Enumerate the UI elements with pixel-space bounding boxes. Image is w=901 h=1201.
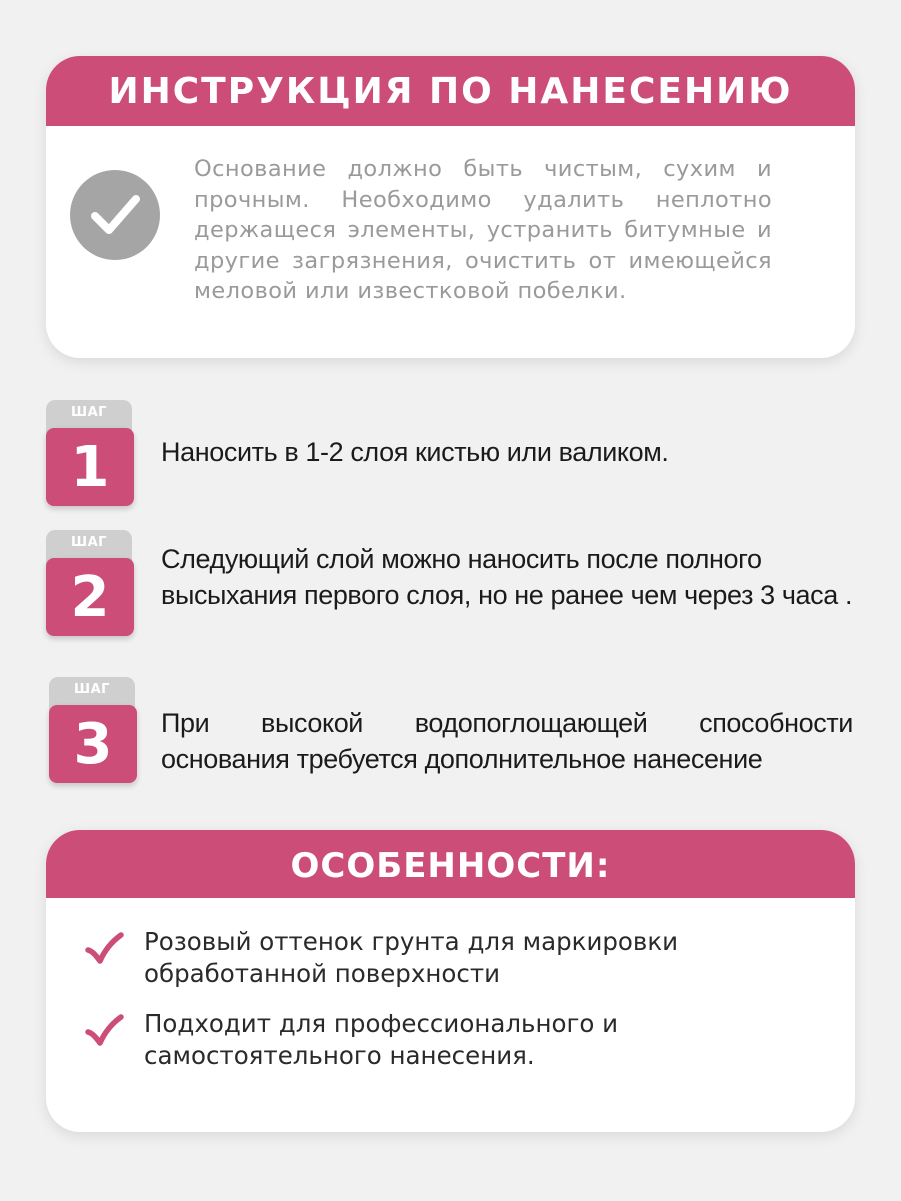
step-badge	[46, 400, 134, 506]
instruction-card-title: ИНСТРУКЦИЯ ПО НАНЕСЕНИЮ	[46, 56, 855, 126]
checkmark-icon	[84, 1014, 124, 1053]
step-text: Следующий слой можно наносить после полного высыхания первого слоя, но не ранее чем через 3 часа .	[161, 544, 853, 610]
step-tab-label: ШАГ	[49, 677, 135, 713]
check-circle-icon	[70, 170, 160, 260]
step-badge	[49, 677, 137, 783]
feature-text: Розовый оттенок грунта для маркировки обработанной поверхности	[144, 927, 679, 988]
step-tab-label: ШАГ	[46, 400, 132, 436]
step-badge	[46, 530, 134, 636]
feature-text: Подходит для профессионального и самостоятельного нанесения.	[144, 1009, 619, 1070]
instruction-text: Основание должно быть чистым, сухим и прочным. Необходимо удалить неплотно держащеся элементы, устранить битумные и другие загрязнения, очистить от имеющейся меловой или известковой побелки.	[194, 156, 772, 304]
checkmark-icon	[84, 932, 124, 971]
features-card	[46, 830, 855, 1132]
features-card-title: ОСОБЕННОСТИ:	[46, 830, 855, 898]
step-number: 2	[46, 558, 134, 636]
instruction-card	[46, 56, 855, 358]
step-number: 1	[46, 428, 134, 506]
step-text: При высокой водопоглощающей способности основания требуется дополнительное нанесение	[161, 708, 853, 774]
step-number: 3	[49, 705, 137, 783]
step-text: Наносить в 1-2 слоя кистью или валиком.	[161, 437, 669, 467]
step-tab-label: ШАГ	[46, 530, 132, 566]
